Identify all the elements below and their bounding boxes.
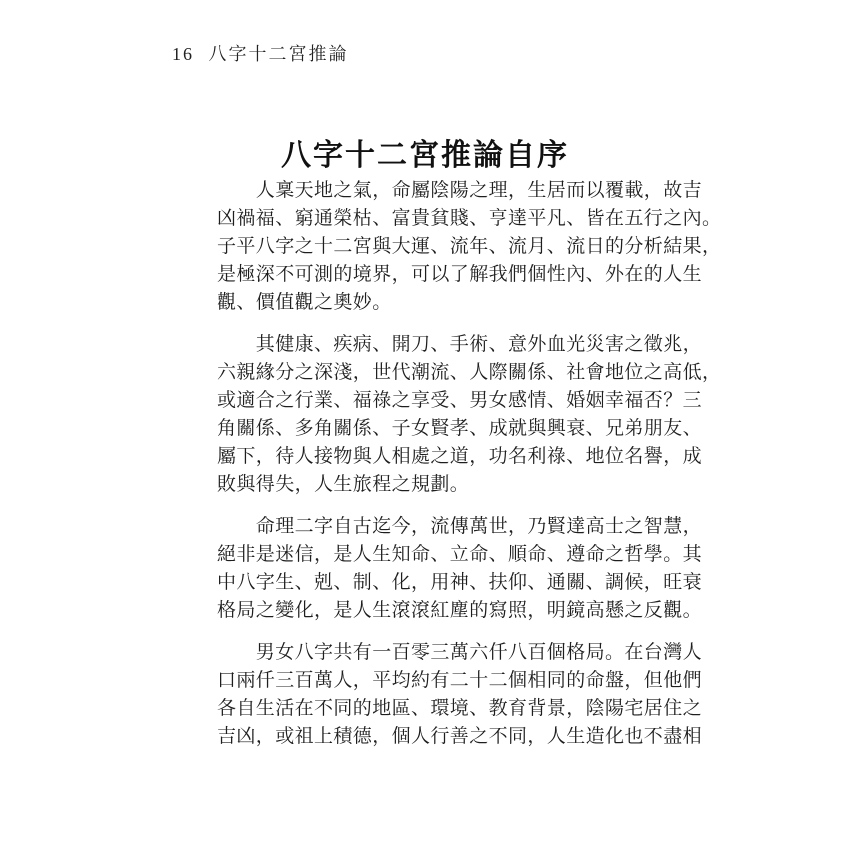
text-line: 屬下，待人接物與人相處之道，功名利祿、地位名譽，成 <box>217 445 703 467</box>
text-line: 角關係、多角關係、子女賢孝、成就與興衰、兄弟朋友、 <box>217 417 703 439</box>
text-line: 或適合之行業、福祿之享受、男女感情、婚姻幸福否？三 <box>217 389 703 411</box>
text-line: 吉凶，或祖上積德，個人行善之不同，人生造化也不盡相 <box>217 725 703 747</box>
text-line: 觀、價值觀之奧妙。 <box>217 291 392 313</box>
paragraph-gap <box>217 316 637 330</box>
paragraph-2 <box>217 330 722 498</box>
paragraph-gap <box>217 498 637 512</box>
paragraph-3 <box>217 512 703 624</box>
paragraph-gap <box>217 624 637 638</box>
text-line: 六親緣分之深淺，世代潮流、人際關係、社會地位之高低， <box>217 361 722 383</box>
text-line: 敗與得失，人生旅程之規劃。 <box>217 473 470 495</box>
text-line: 各自生活在不同的地區、環境、教育背景，陰陽宅居住之 <box>217 697 703 719</box>
text-line: 口兩仟三百萬人，平均約有二十二個相同的命盤，但他們 <box>217 669 703 691</box>
paragraph-4 <box>217 638 703 750</box>
text-line: 格局之變化，是人生滾滾紅塵的寫照，明鏡高懸之反觀。 <box>217 599 703 621</box>
body-text <box>217 176 722 750</box>
text-line: 是極深不可測的境界，可以了解我們個性內、外在的人生 <box>217 263 703 285</box>
running-header <box>172 40 349 66</box>
text-line: 其健康、疾病、開刀、手術、意外血光災害之徵兆， <box>217 333 703 355</box>
paragraph-1 <box>217 176 722 316</box>
chapter-title: 八字十二宮推論自序 <box>281 138 569 173</box>
text-line: 中八字生、剋、制、化，用神、扶仰、通關、調候，旺衰 <box>217 571 703 593</box>
page-number: 16 <box>172 44 194 64</box>
text-line: 男女八字共有一百零三萬六仟八百個格局。在台灣人 <box>217 641 703 663</box>
text-line: 凶禍福、窮通榮枯、富貴貧賤、亨達平凡、皆在五行之內。 <box>217 207 722 229</box>
text-line: 絕非是迷信，是人生知命、立命、順命、遵命之哲學。其 <box>217 543 703 565</box>
text-line: 命理二字自古迄今，流傳萬世，乃賢達高士之智慧， <box>217 515 703 537</box>
text-line: 子平八字之十二宮與大運、流年、流月、流日的分析結果， <box>217 235 722 257</box>
text-line: 人稟天地之氣，命屬陰陽之理，生居而以覆載，故吉 <box>217 179 703 201</box>
running-title: 八字十二宮推論 <box>208 44 349 64</box>
